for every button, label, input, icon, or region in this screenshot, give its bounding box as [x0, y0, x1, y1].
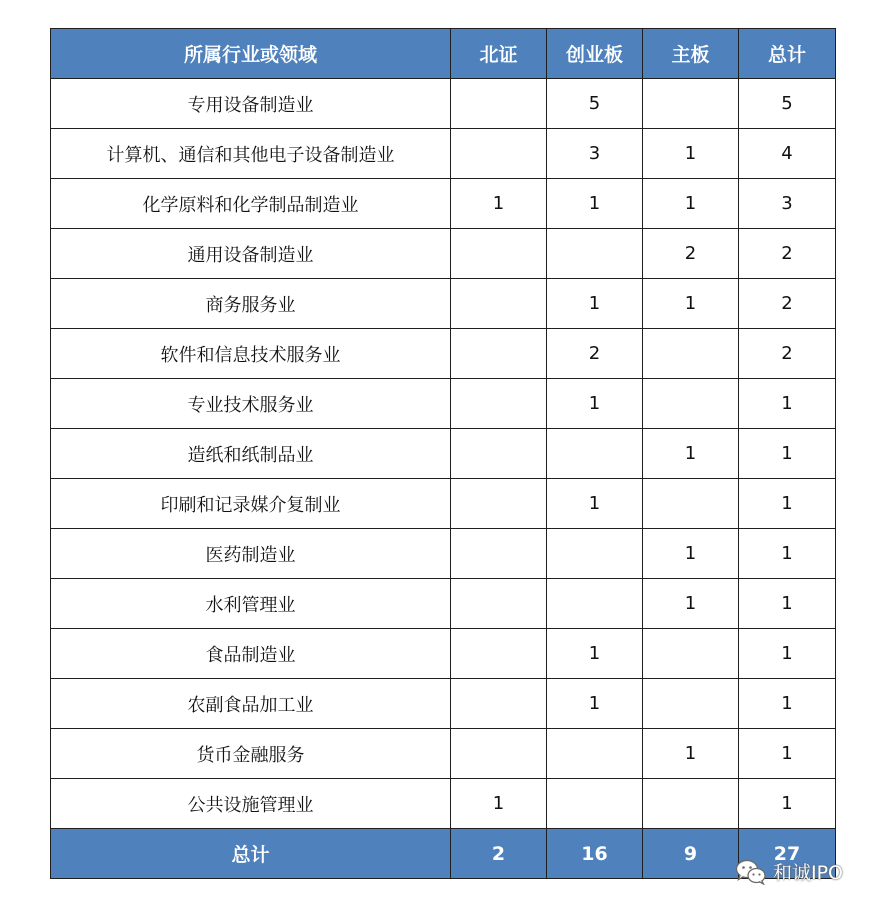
zhuban-cell	[643, 479, 739, 529]
beizheng-cell	[451, 329, 547, 379]
table-row	[51, 479, 836, 529]
total-cell: 1	[739, 429, 836, 479]
table-row	[51, 679, 836, 729]
zhuban-cell	[643, 629, 739, 679]
total-cell: 3	[739, 179, 836, 229]
table-row	[51, 529, 836, 579]
chuangyeban-cell: 2	[547, 329, 643, 379]
beizheng-cell	[451, 679, 547, 729]
footer-zhuban-total: 9	[643, 829, 739, 879]
chuangyeban-cell: 1	[547, 379, 643, 429]
beizheng-cell: 1	[451, 179, 547, 229]
zhuban-cell	[643, 329, 739, 379]
table-row	[51, 579, 836, 629]
table-row	[51, 79, 836, 129]
footer-chuangyeban-total: 16	[547, 829, 643, 879]
footer-beizheng-total: 2	[451, 829, 547, 879]
table-row	[51, 329, 836, 379]
table-row	[51, 379, 836, 429]
beizheng-cell	[451, 129, 547, 179]
beizheng-cell	[451, 429, 547, 479]
industry-cell: 造纸和纸制品业	[51, 429, 451, 479]
beizheng-cell	[451, 279, 547, 329]
chuangyeban-cell: 1	[547, 679, 643, 729]
industry-cell: 化学原料和化学制品制造业	[51, 179, 451, 229]
table-footer	[51, 829, 836, 879]
industry-cell: 货币金融服务	[51, 729, 451, 779]
total-cell: 1	[739, 379, 836, 429]
chuangyeban-cell: 1	[547, 179, 643, 229]
chuangyeban-cell: 1	[547, 279, 643, 329]
chuangyeban-cell: 1	[547, 479, 643, 529]
industry-cell: 印刷和记录媒介复制业	[51, 479, 451, 529]
zhuban-cell: 1	[643, 729, 739, 779]
chuangyeban-cell	[547, 229, 643, 279]
industry-ipo-table	[50, 28, 836, 879]
header-row	[51, 29, 836, 79]
beizheng-cell	[451, 229, 547, 279]
chuangyeban-cell: 1	[547, 629, 643, 679]
chuangyeban-cell: 5	[547, 79, 643, 129]
industry-cell: 公共设施管理业	[51, 779, 451, 829]
total-cell: 1	[739, 779, 836, 829]
beizheng-cell: 1	[451, 779, 547, 829]
header-industry: 所属行业或领域	[51, 29, 451, 79]
watermark-text: 和诚IPO	[773, 862, 844, 884]
total-cell: 5	[739, 79, 836, 129]
industry-cell: 专业技术服务业	[51, 379, 451, 429]
table-body	[51, 79, 836, 829]
total-cell: 1	[739, 579, 836, 629]
footer-grand-total: 27	[739, 829, 836, 879]
total-cell: 2	[739, 229, 836, 279]
industry-cell: 软件和信息技术服务业	[51, 329, 451, 379]
zhuban-cell	[643, 779, 739, 829]
table-row	[51, 429, 836, 479]
chuangyeban-cell	[547, 729, 643, 779]
zhuban-cell: 2	[643, 229, 739, 279]
table-row	[51, 729, 836, 779]
chuangyeban-cell: 3	[547, 129, 643, 179]
total-cell: 2	[739, 279, 836, 329]
total-cell: 1	[739, 679, 836, 729]
industry-cell: 专用设备制造业	[51, 79, 451, 129]
zhuban-cell: 1	[643, 429, 739, 479]
table-header	[51, 29, 836, 79]
beizheng-cell	[451, 629, 547, 679]
table-row	[51, 179, 836, 229]
beizheng-cell	[451, 529, 547, 579]
total-cell: 1	[739, 729, 836, 779]
total-cell: 1	[739, 629, 836, 679]
industry-cell: 通用设备制造业	[51, 229, 451, 279]
chuangyeban-cell	[547, 579, 643, 629]
table-row	[51, 129, 836, 179]
watermark	[735, 858, 843, 885]
beizheng-cell	[451, 479, 547, 529]
chuangyeban-cell	[547, 429, 643, 479]
header-zhuban: 主板	[643, 29, 739, 79]
total-cell: 1	[739, 479, 836, 529]
table-row	[51, 629, 836, 679]
beizheng-cell	[451, 729, 547, 779]
total-cell: 4	[739, 129, 836, 179]
zhuban-cell: 1	[643, 529, 739, 579]
chuangyeban-cell	[547, 779, 643, 829]
zhuban-cell: 1	[643, 179, 739, 229]
industry-cell: 医药制造业	[51, 529, 451, 579]
total-row	[51, 829, 836, 879]
table-row	[51, 279, 836, 329]
industry-cell: 农副食品加工业	[51, 679, 451, 729]
footer-label: 总计	[51, 829, 451, 879]
industry-cell: 计算机、通信和其他电子设备制造业	[51, 129, 451, 179]
zhuban-cell	[643, 79, 739, 129]
total-cell: 2	[739, 329, 836, 379]
beizheng-cell	[451, 579, 547, 629]
industry-cell: 食品制造业	[51, 629, 451, 679]
header-beizheng: 北证	[451, 29, 547, 79]
beizheng-cell	[451, 379, 547, 429]
zhuban-cell: 1	[643, 279, 739, 329]
zhuban-cell	[643, 679, 739, 729]
zhuban-cell	[643, 379, 739, 429]
header-chuangyeban: 创业板	[547, 29, 643, 79]
chuangyeban-cell	[547, 529, 643, 579]
zhuban-cell: 1	[643, 579, 739, 629]
table-row	[51, 779, 836, 829]
wechat-icon	[735, 859, 767, 885]
beizheng-cell	[451, 79, 547, 129]
total-cell: 1	[739, 529, 836, 579]
industry-cell: 水利管理业	[51, 579, 451, 629]
industry-cell: 商务服务业	[51, 279, 451, 329]
zhuban-cell: 1	[643, 129, 739, 179]
table-row	[51, 229, 836, 279]
header-total: 总计	[739, 29, 836, 79]
